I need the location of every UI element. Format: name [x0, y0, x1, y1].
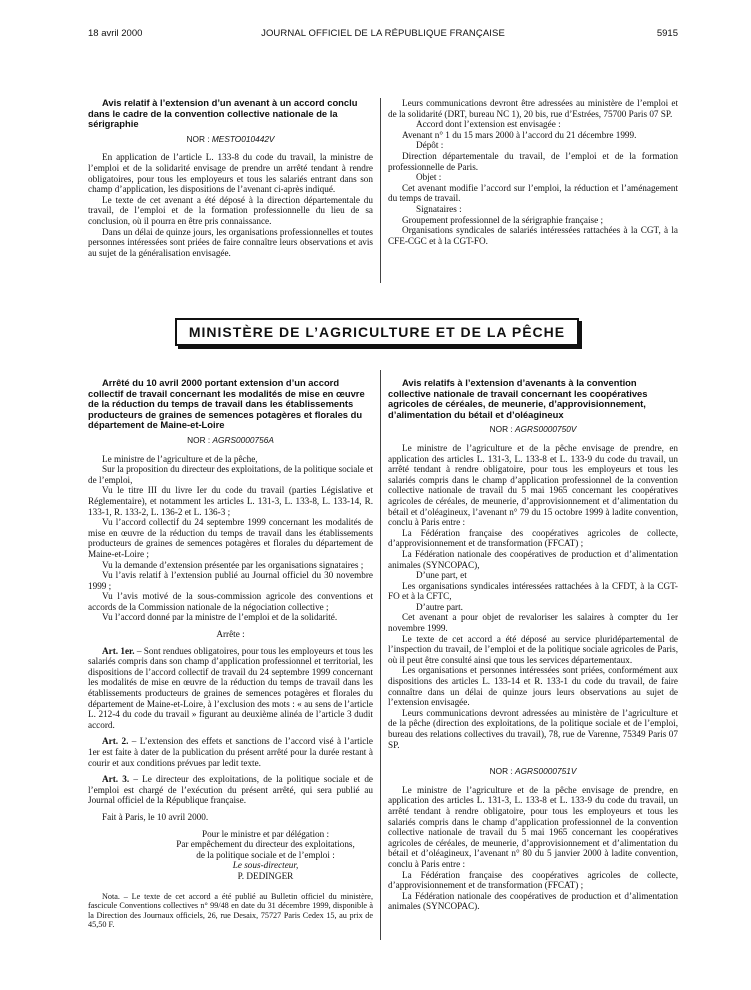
paragraph: Vu le titre III du livre Ier du code du travail (parties Législative et Réglementaire), et notamment les articles L. 131-3, L. 133-8, L. 133-14, R. 133-1, R. 133-2, L. 136-2 et L. 136-3 ;: [88, 485, 373, 517]
article-3: Art. 3. – Le directeur des exploitations, de la politique sociale et de l’emploi est chargé de l’exécution du présent arrêté, qui sera publié au Journal officiel de la République française.: [88, 774, 373, 806]
nor-reference: NOR : AGRS0000756A: [187, 434, 274, 445]
ministry-heading: MINISTÈRE DE L’AGRICULTURE ET DE LA PÊCHE: [175, 318, 579, 346]
signature-line: Par empêchement du directeur des exploitations,: [176, 839, 355, 850]
paragraph: Organisations syndicales de salariés intéressées rattachées à la CGT, à la CFE-CGC et à la CGT-FO.: [388, 225, 678, 246]
paragraph: Vu l’accord collectif du 24 septembre 1999 concernant les modalités de mise en œuvre de la réduction du temps de travail dans les établissements producteurs de graines de semences potagères et florales du département de Maine-et-Loire ;: [88, 517, 373, 559]
paragraph: Le texte de cet accord a été déposé au service pluridépartemental de l’inspection du travail, de l’emploi et de la politique sociale agricoles de Paris, où il peut être consulté ainsi que tous les services départementaux.: [388, 633, 678, 665]
notice-serigraphie-continued: [388, 98, 678, 246]
paragraph: Sur la proposition du directeur des exploitations, de la politique sociale et de l’emploi,: [88, 464, 373, 485]
arrete-title: Arrêté du 10 avril 2000 portant extension d’un accord collectif de travail concernant les modalités de mise en œuvre de la réduction du temps de travail dans les établissements producteurs de graines de semences potagères et florales du département de Maine-et-Loire: [88, 377, 365, 431]
signature-line: de la politique sociale et de l’emploi :: [196, 849, 335, 860]
paragraph: Dépôt :: [416, 140, 444, 151]
nor-reference: NOR : MESTO010442V: [186, 133, 275, 144]
paragraph: Cet avenant modifie l’accord sur l’emploi, la réduction et l’aménagement du temps de travail.: [388, 182, 678, 204]
paragraph: Le ministre de l’agriculture et de la pêche,: [102, 453, 258, 464]
paragraph: Accord dont l’extension est envisagée :: [416, 119, 561, 130]
paragraph: Signataires :: [416, 203, 462, 214]
notice-title: Avis relatif à l’extension d’un avenant à un accord conclu dans le cadre de la convention collective nationale de la sérigraphie: [88, 97, 358, 130]
paragraph: Vu l’avis motivé de la sous-commission agricole des conventions et accords de la Commission nationale de la négociation collective ;: [88, 591, 373, 612]
paragraph: Le ministre de l’agriculture et de la pêche envisage de prendre, en application des articles L. 131-3, L. 133-8 et L. 133-9 du code du travail, un arrêté tendant à rendre obligatoire, pour tous les employeurs et tous les salariés compris dans le champ d’application professionnel de la convention collective nationale de travail du 5 mai 1965 concernant les coopératives agricoles de céréales, de meunerie, d’approvisionnement et d’alimentation du bétail et d’oléagineux, l’avenant n° 79 du 15 octobre 1999 à ladite convention, conclu à Paris entre :: [388, 442, 678, 528]
date-line: Fait à Paris, le 10 avril 2000.: [102, 811, 209, 822]
nota: Nota. – Le texte de cet accord a été publié au Bulletin officiel du ministère, fascicule Conventions collectives n° 99/48 en date du 31 décembre 1999, disponible à la Direction des Journaux officiels, 26, rue Desaix, 75727 Paris Cedex 15, au prix de 45,50 F.: [88, 891, 373, 930]
notice-serigraphie: [88, 98, 373, 258]
paragraph: Avenant n° 1 du 15 mars 2000 à l’accord du 21 décembre 1999.: [402, 129, 637, 140]
avis-title: Avis relatifs à l’extension d’avenants à la convention collective nationale de travail concernant les coopératives agricoles de céréales, de meunerie, d’approvisionnement, d’alimentation du bétail et d’oléagineux: [388, 377, 648, 420]
paragraph: D’autre part.: [416, 601, 463, 612]
arrete-label: Arrête :: [216, 629, 245, 640]
paragraph: Les organisations syndicales intéressées rattachées à la CFDT, à la CGT-FO et à la CFTC,: [388, 580, 678, 602]
journal-title: JOURNAL OFFICIEL DE LA RÉPUBLIQUE FRANÇAISE: [261, 28, 505, 39]
paragraph: Objet :: [416, 172, 442, 183]
paragraph: Leurs communications devront adressées au ministère de l’agriculture et de la pêche (direction des exploitations, de la politique sociale et de l’emploi, bureau des relations collectives du travail), 78, rue de Varenne, 75349 Paris 07 SP.: [388, 707, 678, 750]
paragraph: D’une part, et: [416, 570, 467, 581]
paragraph: Les organisations et personnes intéressées sont priées, conformément aux dispositions des articles L. 133-14 et R. 133-1 du code du travail, de faire connaître dans un délai de quinze jours leurs observations au sujet de l’extension envisagée.: [388, 665, 678, 708]
paragraph: Le texte de cet avenant a été déposé à la direction départementale du travail, de l’emploi et de la formation professionnelle du lieu de sa conclusion, où il pourra en être pris connaissance.: [88, 194, 373, 226]
paragraph: Groupement professionnel de la sérigraphie française ;: [402, 214, 604, 225]
paragraph: En application de l’article L. 133-8 du code du travail, la ministre de l’emploi et de la solidarité envisage de prendre un arrêté tendant à rendre obligatoires, pour tous les employeurs et tous les salariés entrant dans son champ d’application, les dispositions de l’avenant ci-après indiqué.: [88, 152, 373, 195]
page-header: [88, 28, 678, 42]
paragraph: Vu l’avis relatif à l’extension publié au Journal officiel du 30 novembre 1999 ;: [88, 570, 373, 591]
column-divider: [380, 98, 381, 283]
paragraph: La Fédération française des coopératives agricoles de collecte, d’approvisionnement et de transformation (FFCAT) ;: [388, 869, 678, 891]
page-number: 5915: [656, 28, 678, 39]
paragraph: Cet avenant a pour objet de revaloriser les salaires à compter du 1er novembre 1999.: [388, 612, 678, 634]
avis-cooperatives: [388, 378, 678, 912]
paragraph: Leurs communications devront être adressées au ministère de l’emploi et de la solidarité (DRT, bureau NC 1), 20 bis, rue d’Estrées, 75700 Paris 07 SP.: [388, 98, 678, 119]
nor-reference: NOR : AGRS0000751V: [489, 766, 577, 777]
issue-date: 18 avril 2000: [88, 28, 143, 39]
nor-reference: NOR : AGRS0000750V: [489, 424, 577, 435]
paragraph: La Fédération nationale des coopératives de production et d’alimentation animales (SYNCOPAC),: [388, 548, 678, 570]
signature-title: Le sous-directeur,: [232, 860, 299, 871]
paragraph: La Fédération nationale des coopératives de production et d’alimentation animales (SYNCOPAC).: [388, 890, 678, 912]
arrete-maine-et-loire: [88, 378, 373, 930]
paragraph: La Fédération française des coopératives agricoles de collecte, d’approvisionnement et de transformation (FFCAT) ;: [388, 527, 678, 549]
paragraph: Dans un délai de quinze jours, les organisations professionnelles et toutes personnes intéressées sont priées de faire connaître leurs observations et avis au sujet de la généralisation envisagée.: [88, 226, 373, 258]
signatory-name: P. DEDINGER: [237, 870, 294, 881]
paragraph: Vu la demande d’extension présentée par les organisations signataires ;: [102, 559, 364, 570]
article-1: Art. 1er. – Sont rendues obligatoires, pour tous les employeurs et tous les salariés compris dans son champ d’application professionnel et territorial, les dispositions de l’accord collectif de travail du 24 septembre 1999 concernant les modalités de mise en œuvre de la réduction du temps de travail dans les établissements producteurs de graines de semences potagères et florales du département de Maine-et-Loire, à l’exclusion des mots : « au sens de l’article L. 212-4 du code du travail » figurant au deuxième alinéa de l’article 3 dudit accord.: [88, 645, 373, 730]
signature-line: Pour le ministre et par délégation :: [201, 828, 330, 839]
paragraph: Direction départementale du travail, de l’emploi et de la formation professionnelle de Paris.: [388, 150, 678, 172]
article-2: Art. 2. – L’extension des effets et sanctions de l’accord visé à l’article 1er est faite à dater de la publication du présent arrêté pour la durée restant à courir et aux conditions prévues par ledit texte.: [88, 736, 373, 768]
paragraph: Vu l’accord donné par la ministre de l’emploi et de la solidarité.: [102, 612, 338, 623]
column-divider: [380, 370, 381, 940]
paragraph: Le ministre de l’agriculture et de la pêche envisage de prendre, en application des articles L. 131-3, L. 133-8 et L. 133-9 du code du travail, un arrêté tendant à rendre obligatoire, pour tous les employeurs et tous les salariés compris dans le champ d’application professionnel de la convention collective nationale de travail du 5 mai 1965 concernant les coopératives agricoles de céréales, de meunerie, d’approvisionnement et d’alimentation du bétail et d’oléagineux, l’avenant n° 80 du 5 janvier 2000 à ladite convention, conclu à Paris entre :: [388, 784, 678, 869]
